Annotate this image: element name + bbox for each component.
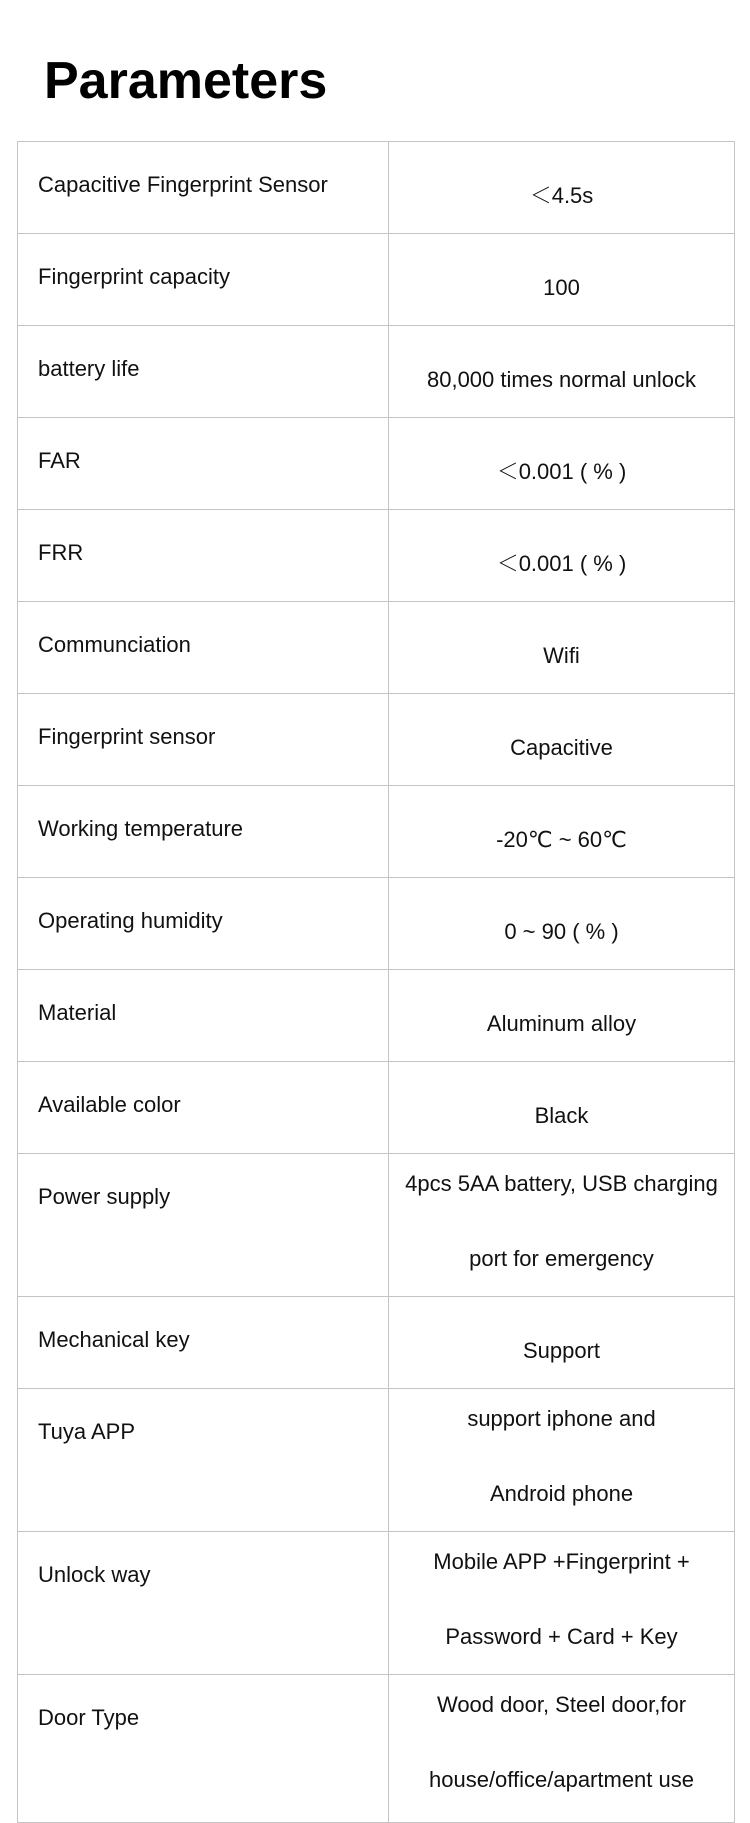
parameter-label: battery life bbox=[18, 326, 389, 418]
parameter-row bbox=[18, 970, 735, 1062]
parameter-value-line: support iphone and bbox=[467, 1406, 656, 1431]
parameter-value bbox=[389, 1389, 735, 1532]
parameter-row bbox=[18, 1675, 735, 1823]
parameter-value-line: house/office/apartment use bbox=[429, 1767, 694, 1792]
parameter-label: Door Type bbox=[18, 1675, 389, 1823]
parameter-row bbox=[18, 1154, 735, 1297]
parameter-label: FAR bbox=[18, 418, 389, 510]
parameter-value bbox=[389, 326, 735, 418]
parameter-row bbox=[18, 1532, 735, 1675]
parameter-value bbox=[389, 602, 735, 694]
parameter-value-line: Password + Card + Key bbox=[445, 1624, 678, 1649]
parameter-value-line: Capacitive bbox=[510, 735, 613, 760]
parameter-value bbox=[389, 418, 735, 510]
parameter-value bbox=[389, 786, 735, 878]
parameter-row bbox=[18, 786, 735, 878]
parameter-value bbox=[389, 510, 735, 602]
parameter-label: Capacitive Fingerprint Sensor bbox=[18, 142, 389, 234]
parameter-label: Tuya APP bbox=[18, 1389, 389, 1532]
parameter-label: Power supply bbox=[18, 1154, 389, 1297]
parameter-value-line: Black bbox=[534, 1103, 589, 1128]
parameters-table bbox=[17, 141, 735, 1823]
parameter-value-line: 100 bbox=[543, 275, 580, 300]
parameter-row bbox=[18, 602, 735, 694]
parameter-value bbox=[389, 694, 735, 786]
parameter-row bbox=[18, 234, 735, 326]
parameter-row bbox=[18, 418, 735, 510]
parameter-value-line: 4pcs 5AA battery, USB charging bbox=[405, 1171, 718, 1196]
parameter-label: Fingerprint capacity bbox=[18, 234, 389, 326]
parameter-row bbox=[18, 326, 735, 418]
parameter-row bbox=[18, 1062, 735, 1154]
parameter-value-line: ＜0.001 ( % ) bbox=[496, 551, 627, 576]
parameter-value-line: ＜4.5s bbox=[529, 183, 594, 208]
parameter-value-line: Support bbox=[522, 1338, 601, 1363]
parameter-value bbox=[389, 878, 735, 970]
parameter-label: Working temperature bbox=[18, 786, 389, 878]
parameter-label: Material bbox=[18, 970, 389, 1062]
parameter-row bbox=[18, 142, 735, 234]
parameter-value bbox=[389, 970, 735, 1062]
parameter-value bbox=[389, 142, 735, 234]
parameter-value-line: -20℃ ~ 60℃ bbox=[496, 827, 627, 852]
parameter-value bbox=[389, 1154, 735, 1297]
parameter-value bbox=[389, 1297, 735, 1389]
parameters-table-body bbox=[18, 142, 735, 1823]
parameter-value-line: Mobile APP +Fingerprint + bbox=[433, 1549, 690, 1574]
parameter-value bbox=[389, 1532, 735, 1675]
parameter-label: Communciation bbox=[18, 602, 389, 694]
parameter-label: Operating humidity bbox=[18, 878, 389, 970]
parameter-value bbox=[389, 1062, 735, 1154]
parameter-row bbox=[18, 510, 735, 602]
parameter-label: Fingerprint sensor bbox=[18, 694, 389, 786]
parameter-label: Mechanical key bbox=[18, 1297, 389, 1389]
parameter-label: Unlock way bbox=[18, 1532, 389, 1675]
parameter-value bbox=[389, 1675, 735, 1823]
parameter-row bbox=[18, 1389, 735, 1532]
parameter-value-line: Wifi bbox=[543, 643, 580, 668]
parameter-value-line: 80,000 times normal unlock bbox=[426, 367, 697, 392]
parameter-label: Available color bbox=[18, 1062, 389, 1154]
parameter-label: FRR bbox=[18, 510, 389, 602]
parameter-value-line: Android phone bbox=[489, 1481, 634, 1506]
parameter-value-line: Aluminum alloy bbox=[486, 1011, 637, 1036]
parameter-value-line: 0 ~ 90 ( % ) bbox=[504, 919, 619, 944]
page-title: Parameters bbox=[44, 52, 328, 110]
parameter-value-line: ＜0.001 ( % ) bbox=[496, 459, 627, 484]
parameter-row bbox=[18, 694, 735, 786]
parameter-value-line: Wood door, Steel door,for bbox=[436, 1692, 687, 1717]
parameter-row bbox=[18, 1297, 735, 1389]
parameter-value bbox=[389, 234, 735, 326]
parameter-value-line: port for emergency bbox=[469, 1246, 654, 1271]
parameter-row bbox=[18, 878, 735, 970]
